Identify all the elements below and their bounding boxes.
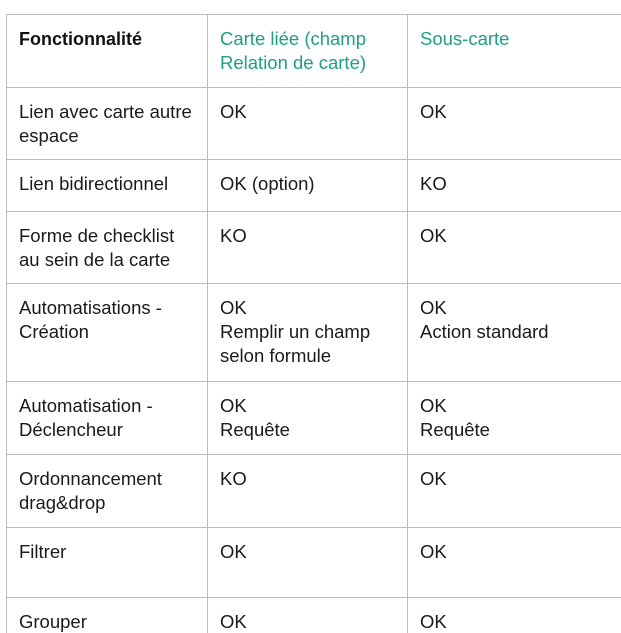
table-row [7, 212, 621, 284]
header-feature: Fonctionnalité [7, 15, 208, 88]
comparison-table [6, 14, 621, 633]
linked-value: OK [220, 541, 247, 562]
table-row [7, 160, 621, 212]
sub-cell [408, 598, 621, 633]
feature-cell: Grouper [7, 598, 208, 633]
linked-value: OK [220, 611, 247, 632]
sub-cell [408, 212, 621, 284]
table-row [7, 382, 621, 455]
linked-value: OK [220, 101, 247, 122]
sub-value: OK [420, 101, 447, 122]
sub-value: OK [420, 541, 447, 562]
linked-cell [208, 88, 408, 160]
linked-cell [208, 528, 408, 598]
table-row [7, 598, 621, 633]
sub-value: OK [420, 468, 447, 489]
sub-cell [408, 528, 621, 598]
table-row [7, 284, 621, 382]
table-row [7, 528, 621, 598]
feature-cell: Filtrer [7, 528, 208, 598]
linked-value: KO [220, 225, 247, 246]
feature-cell: Automatisations - Création [7, 284, 208, 382]
sub-detail: Action standard [420, 321, 549, 342]
linked-cell [208, 598, 408, 633]
sub-cell [408, 382, 621, 455]
table-header-row [7, 15, 621, 88]
header-subcard: Sous-carte [408, 15, 621, 88]
linked-cell [208, 160, 408, 212]
linked-value: OK [220, 297, 247, 318]
sub-value: KO [420, 173, 447, 194]
table-row [7, 88, 621, 160]
linked-cell [208, 382, 408, 455]
header-linked-card: Carte liée (champ Relation de carte) [208, 15, 408, 88]
table-row [7, 455, 621, 528]
feature-cell: Lien bidirectionnel [7, 160, 208, 212]
sub-cell [408, 284, 621, 382]
linked-value: KO [220, 468, 247, 489]
feature-cell: Lien avec carte autre espace [7, 88, 208, 160]
linked-cell [208, 284, 408, 382]
sub-cell [408, 88, 621, 160]
sub-value: OK [420, 297, 447, 318]
linked-cell [208, 455, 408, 528]
linked-detail: Remplir un champ selon formule [220, 321, 371, 366]
linked-value: OK [220, 395, 247, 416]
feature-cell: Forme de checklist au sein de la carte [7, 212, 208, 284]
sub-value: OK [420, 225, 447, 246]
sub-value: OK [420, 611, 447, 632]
sub-detail: Requête [420, 419, 490, 440]
linked-value: OK (option) [220, 173, 315, 194]
linked-cell [208, 212, 408, 284]
linked-detail: Requête [220, 419, 290, 440]
sub-cell [408, 455, 621, 528]
feature-cell: Ordonnancement drag&drop [7, 455, 208, 528]
sub-cell [408, 160, 621, 212]
sub-value: OK [420, 395, 447, 416]
feature-cell: Automatisation - Déclencheur [7, 382, 208, 455]
